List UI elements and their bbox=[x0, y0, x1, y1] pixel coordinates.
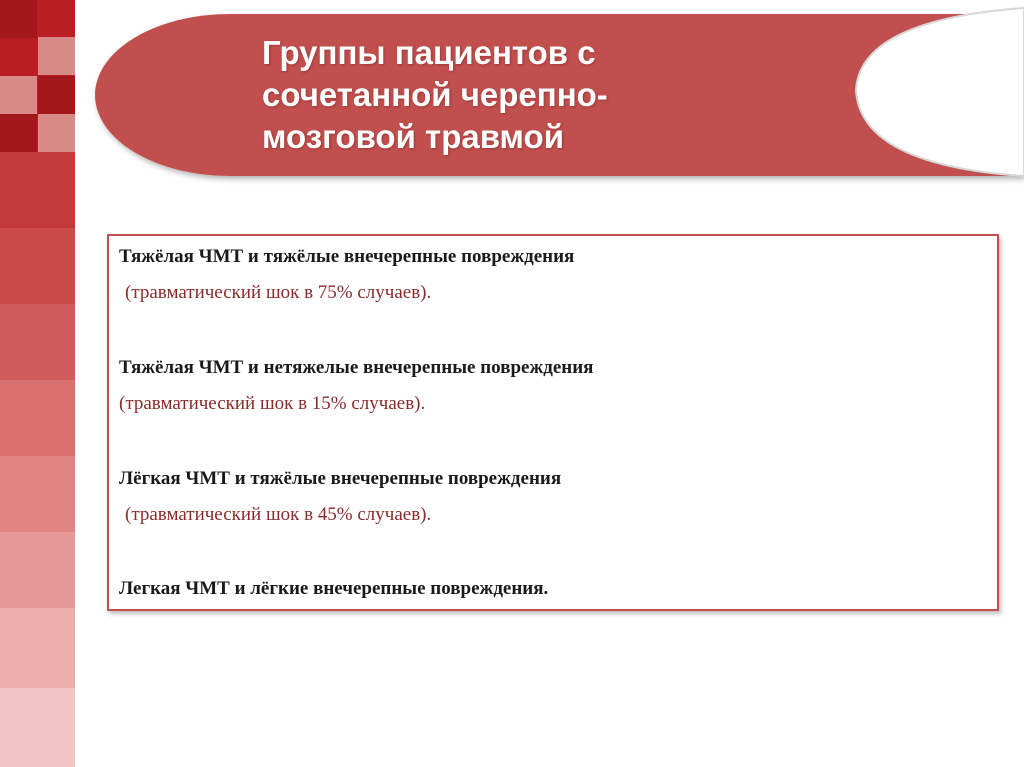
side-band bbox=[0, 380, 75, 456]
side-band bbox=[0, 456, 75, 532]
group-heading: Тяжёлая ЧМТ и тяжёлые внечерепные повреждения bbox=[119, 246, 575, 267]
group-note: (травматический шок в 45% случаев). bbox=[125, 504, 432, 525]
group-heading: Лёгкая ЧМТ и тяжёлые внечерепные повреждения bbox=[119, 468, 562, 489]
patient-groups-box bbox=[107, 234, 999, 611]
group-heading: Тяжёлая ЧМТ и нетяжелые внечерепные повреждения bbox=[119, 357, 594, 378]
group-note: (травматический шок в 75% случаев). bbox=[125, 282, 432, 303]
group-note: (травматический шок в 15% случаев). bbox=[119, 393, 426, 414]
side-band bbox=[0, 608, 75, 688]
side-band bbox=[0, 228, 75, 304]
side-band bbox=[0, 304, 75, 380]
side-band bbox=[0, 688, 75, 767]
group-heading: Легкая ЧМТ и лёгкие внечерепные повреждения. bbox=[119, 578, 549, 599]
slide-title: Группы пациентов с сочетанной черепно- мозговой травмой bbox=[262, 34, 608, 155]
side-band bbox=[0, 532, 75, 608]
